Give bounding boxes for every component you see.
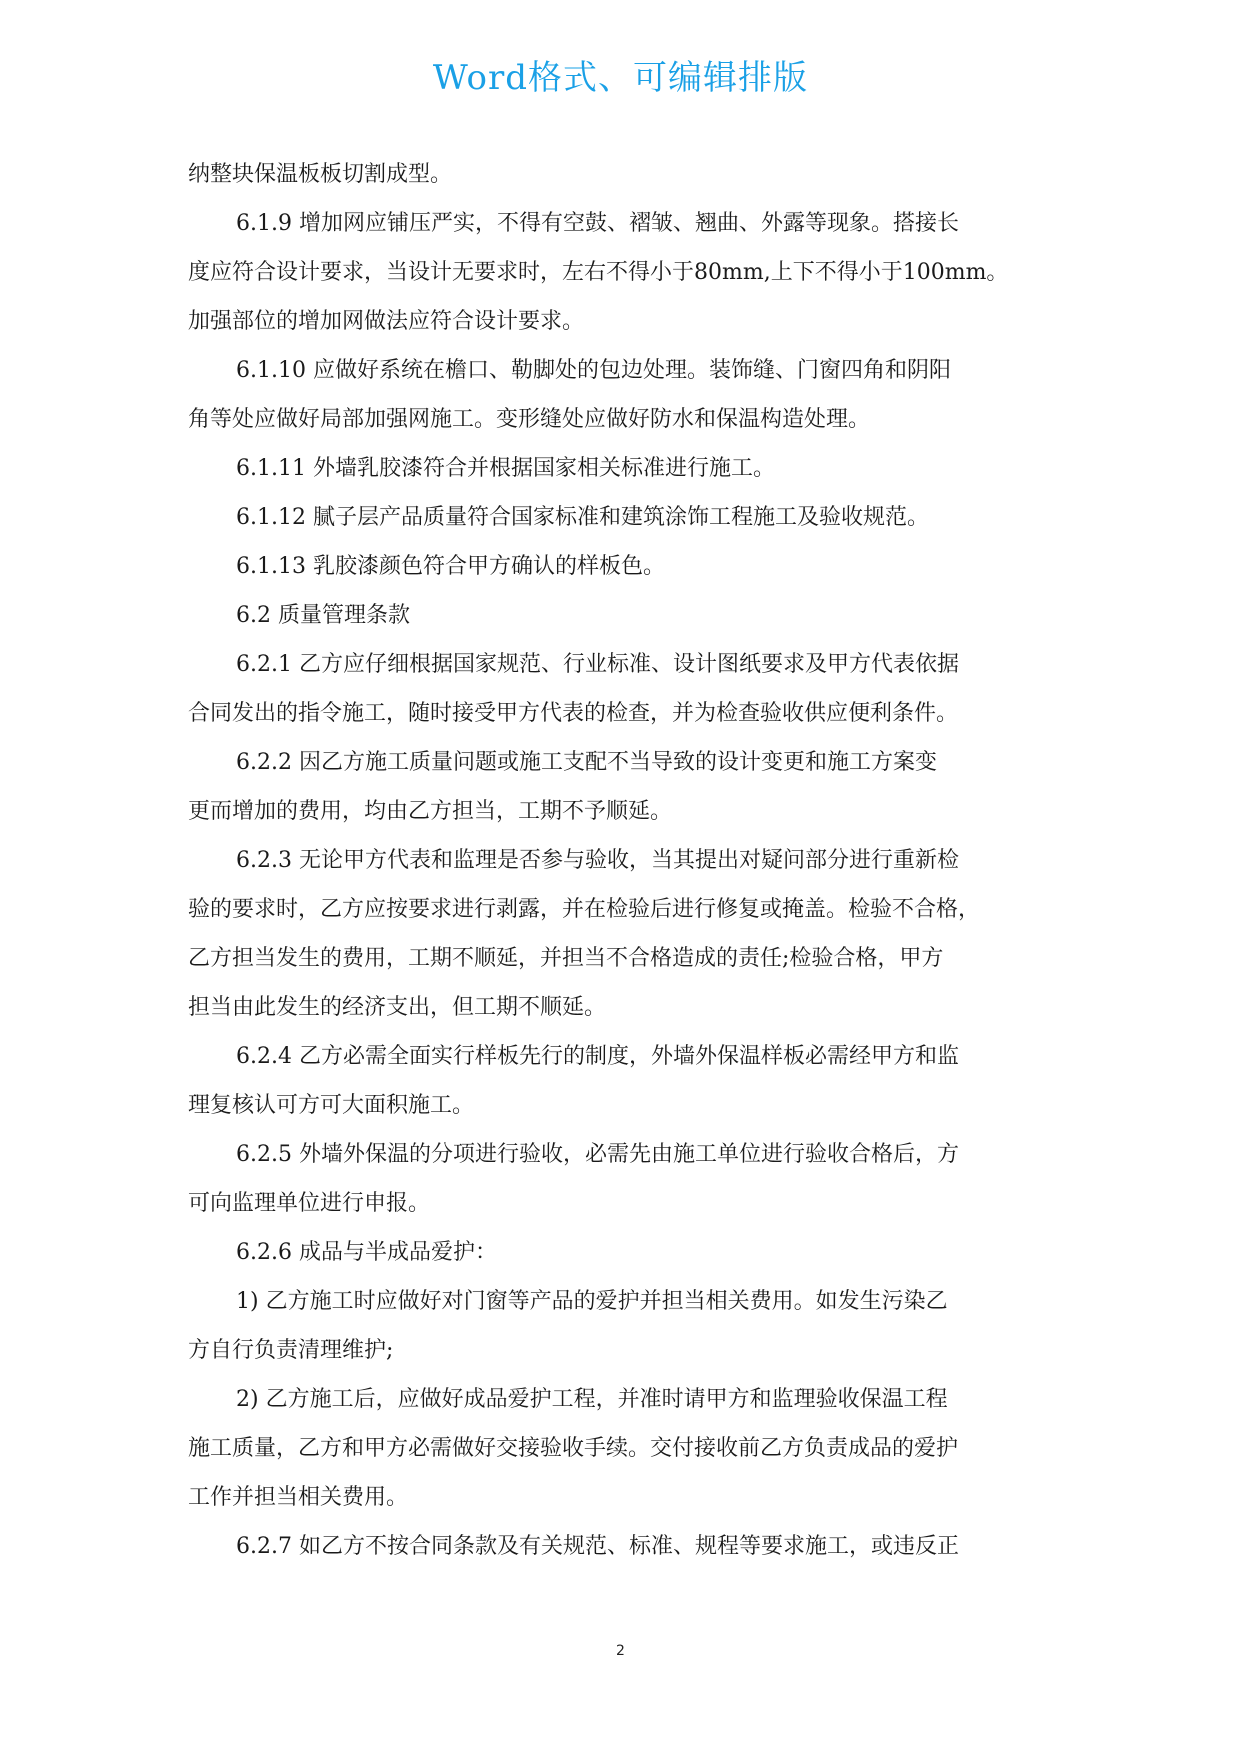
paragraph-line: 6.2.6 成品与半成品爱护： bbox=[236, 1240, 497, 1265]
paragraph-line: 担当由此发生的经济支出，但工期不顺延。 bbox=[188, 995, 607, 1020]
paragraph bbox=[188, 542, 1058, 591]
paragraph-line: 6.2.4 乙方必需全面实行样板先行的制度，外墙外保温样板必需经甲方和监 bbox=[236, 1044, 959, 1069]
paragraph bbox=[188, 1228, 1058, 1277]
paragraph bbox=[188, 738, 1058, 836]
paragraph-line: 1) 乙方施工时应做好对门窗等产品的爱护并担当相关费用。如发生污染乙 bbox=[236, 1289, 948, 1314]
paragraph-line: 6.1.9 增加网应铺压严实，不得有空鼓、褶皱、翘曲、外露等现象。搭接长 bbox=[236, 211, 959, 236]
paragraph bbox=[188, 1032, 1058, 1130]
paragraph-line: 6.1.11 外墙乳胶漆符合并根据国家相关标准进行施工。 bbox=[236, 456, 775, 481]
paragraph bbox=[188, 591, 1058, 640]
paragraph-line: 角等处应做好局部加强网施工。变形缝处应做好防水和保温构造处理。 bbox=[188, 407, 871, 432]
paragraph bbox=[188, 199, 1058, 346]
paragraph bbox=[188, 346, 1058, 444]
document-body bbox=[188, 150, 1058, 1571]
paragraph-line: 6.2.3 无论甲方代表和监理是否参与验收，当其提出对疑问部分进行重新检 bbox=[236, 848, 959, 873]
paragraph-line: 6.2.5 外墙外保温的分项进行验收，必需先由施工单位进行验收合格后，方 bbox=[236, 1142, 959, 1167]
paragraph-line: 施工质量，乙方和甲方必需做好交接验收手续。交付接收前乙方负责成品的爱护 bbox=[188, 1436, 959, 1461]
paragraph bbox=[188, 444, 1058, 493]
paragraph-line: 6.1.12 腻子层产品质量符合国家标准和建筑涂饰工程施工及验收规范。 bbox=[236, 505, 929, 530]
paragraph bbox=[188, 1277, 1058, 1375]
paragraph-line: 6.2.7 如乙方不按合同条款及有关规范、标准、规程等要求施工，或违反正 bbox=[236, 1534, 959, 1559]
paragraph-line: 可向监理单位进行申报。 bbox=[188, 1191, 431, 1216]
paragraph-line: 度应符合设计要求，当设计无要求时，左右不得小于80mm,上下不得小于100mm。 bbox=[188, 260, 1009, 285]
paragraph bbox=[188, 493, 1058, 542]
paragraph-line: 方自行负责清理维护; bbox=[188, 1338, 394, 1363]
paragraph-line: 纳整块保温板板切割成型。 bbox=[188, 162, 453, 187]
paragraph-line: 理复核认可方可大面积施工。 bbox=[188, 1093, 475, 1118]
paragraph bbox=[188, 640, 1058, 738]
paragraph bbox=[188, 1522, 1058, 1571]
page-header-title: Word格式、可编辑排版 bbox=[432, 58, 809, 98]
paragraph bbox=[188, 1375, 1058, 1522]
paragraph-line: 验的要求时，乙方应按要求进行剥露，并在检验后进行修复或掩盖。检验不合格， bbox=[188, 897, 981, 922]
paragraph-line: 6.2.1 乙方应仔细根据国家规范、行业标准、设计图纸要求及甲方代表依据 bbox=[236, 652, 959, 677]
paragraph-line: 加强部位的增加网做法应符合设计要求。 bbox=[188, 309, 585, 334]
paragraph-line: 更而增加的费用，均由乙方担当，工期不予顺延。 bbox=[188, 799, 673, 824]
paragraph bbox=[188, 836, 1058, 1032]
paragraph-line: 乙方担当发生的费用，工期不顺延，并担当不合格造成的责任;检验合格，甲方 bbox=[188, 946, 944, 971]
paragraph bbox=[188, 150, 1058, 199]
paragraph-line: 6.2 质量管理条款 bbox=[236, 603, 410, 628]
paragraph bbox=[188, 1130, 1058, 1228]
paragraph-line: 6.1.13 乳胶漆颜色符合甲方确认的样板色。 bbox=[236, 554, 665, 579]
paragraph-line: 6.1.10 应做好系统在檐口、勒脚处的包边处理。装饰缝、门窗四角和阴阳 bbox=[236, 358, 951, 383]
page-number: 2 bbox=[616, 1643, 625, 1659]
paragraph-line: 合同发出的指令施工，随时接受甲方代表的检查，并为检查验收供应便利条件。 bbox=[188, 701, 959, 726]
paragraph-line: 6.2.2 因乙方施工质量问题或施工支配不当导致的设计变更和施工方案变 bbox=[236, 750, 937, 775]
paragraph-line: 2) 乙方施工后，应做好成品爱护工程，并准时请甲方和监理验收保温工程 bbox=[236, 1387, 948, 1412]
paragraph-line: 工作并担当相关费用。 bbox=[188, 1485, 409, 1510]
